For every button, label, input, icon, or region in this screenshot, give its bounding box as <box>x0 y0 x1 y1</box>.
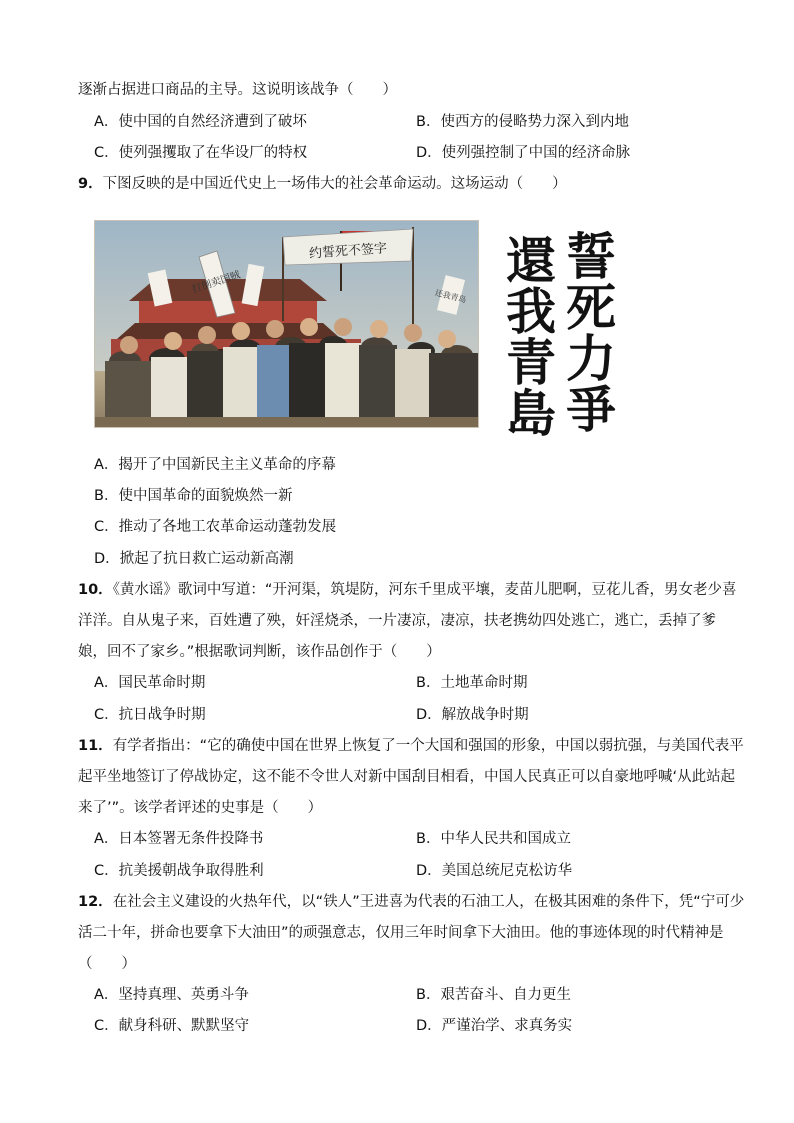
q11-option-c[interactable]: C．抗美援朝战争取得胜利 <box>94 863 264 879</box>
q12-option-c[interactable]: C．献身科研、默默坚守 <box>94 1018 250 1034</box>
q12-stem-text: 在社会主义建设的火热年代，以“铁人”王进喜为代表的石油工人，在极其困难的条件下，凭“宁可少 <box>112 894 745 910</box>
q10-stem-line-3: 娘，回不了家乡。”根据歌词判断，该作品创作于（ ） <box>78 644 441 660</box>
slogan-calligraphy <box>500 228 630 443</box>
q10-option-b[interactable]: B．土地革命时期 <box>416 675 528 691</box>
banner-text: 约誓死不签字 <box>308 241 388 262</box>
q11-option-a[interactable]: A．日本签署无条件投降书 <box>94 831 264 847</box>
slogan-char: 我 <box>506 283 556 341</box>
q10-option-d[interactable]: D．解放战争时期 <box>416 707 529 723</box>
q9-stem <box>78 173 746 195</box>
q12-option-a[interactable]: A．坚持真理、英勇斗争 <box>94 987 249 1003</box>
q9-number: 9． <box>78 176 103 192</box>
q10-stem-text: 《黄水谣》歌词中写道：“开河渠，筑堤防，河东千里成平壤，麦苗儿肥啊，豆花儿香，男女老少喜 <box>112 582 737 598</box>
q10-option-a[interactable]: A．国民革命时期 <box>94 675 206 691</box>
q11-option-d[interactable]: D．美国总统尼克松访华 <box>416 863 573 879</box>
q10-number: 10． <box>78 582 113 598</box>
slogan-char: 誓 <box>566 228 616 286</box>
q11-option-b[interactable]: B．中华人民共和国成立 <box>416 831 571 847</box>
q12-stem-line-3: （ ） <box>78 956 136 972</box>
q11-stem-line-3: 来了’”。该学者评述的史事是（ ） <box>78 800 323 816</box>
slogan-char: 島 <box>506 385 556 443</box>
slogan-char: 力 <box>566 330 616 388</box>
q10-option-c[interactable]: C．抗日战争时期 <box>94 707 206 723</box>
q9-stem-text: 下图反映的是中国近代史上一场伟大的社会革命运动。这场运动（ ） <box>102 176 567 192</box>
q10-stem-line-1 <box>78 579 746 601</box>
q8-stem-tail: 逐渐占据进口商品的主导。这说明该战争（ ） <box>78 82 397 98</box>
q9-option-c[interactable]: C．推动了各地工农革命运动蓬勃发展 <box>94 519 337 535</box>
slogan-char: 青 <box>506 334 556 392</box>
q8-option-d[interactable]: D．使列强控制了中国的经济命脉 <box>416 145 631 161</box>
sign-text-2: 还我青岛 <box>434 288 468 305</box>
q8-option-c[interactable]: C．使列强攫取了在华设厂的特权 <box>94 145 308 161</box>
may-fourth-painting <box>94 220 479 428</box>
slogan-right-column <box>562 228 620 439</box>
q12-stem-line-1 <box>78 891 746 913</box>
q10-stem-line-2: 洋洋。自从鬼子来，百姓遭了殃，奸淫烧杀，一片凄凉，凄凉，扶老携幼四处逃亡，逃亡，丢掉了爹 <box>78 613 716 629</box>
q9-option-d[interactable]: D．掀起了抗日救亡运动新高潮 <box>94 551 294 567</box>
q9-option-b[interactable]: B．使中国革命的面貌焕然一新 <box>94 488 293 504</box>
q11-number: 11． <box>78 738 113 754</box>
slogan-char: 還 <box>506 232 556 290</box>
q11-stem-line-1 <box>78 735 746 757</box>
slogan-char: 死 <box>566 279 616 337</box>
q8-option-a[interactable]: A．使中国的自然经济遭到了破坏 <box>94 114 307 130</box>
q12-number: 12． <box>78 894 113 910</box>
q9-option-a[interactable]: A．揭开了中国新民主主义革命的序幕 <box>94 457 336 473</box>
slogan-char: 爭 <box>566 381 616 439</box>
q11-stem-text: 有学者指出：“它的确使中国在世界上恢复了一个大国和强国的形象，中国以弱抗强，与美国代表平 <box>112 738 744 754</box>
q11-stem-line-2: 起平坐地签订了停战协定，这不能不令世人对新中国刮目相看，中国人民真正可以自豪地呼喊‘从此站起 <box>78 769 736 785</box>
sign-text-1: 打倒卖国贼 <box>190 269 242 296</box>
q12-option-b[interactable]: B．艰苦奋斗、自力更生 <box>416 987 571 1003</box>
q12-option-d[interactable]: D．严谨治学、求真务实 <box>416 1018 573 1034</box>
painting-svg <box>95 221 479 428</box>
q12-stem-line-2: 活二十年，拼命也要拿下大油田”的顽强意志，仅用三年时间拿下大油田。他的事迹体现的时代精神是 <box>78 925 724 941</box>
q8-option-b[interactable]: B．使西方的侵略势力深入到内地 <box>416 114 629 130</box>
slogan-left-column <box>502 232 560 443</box>
